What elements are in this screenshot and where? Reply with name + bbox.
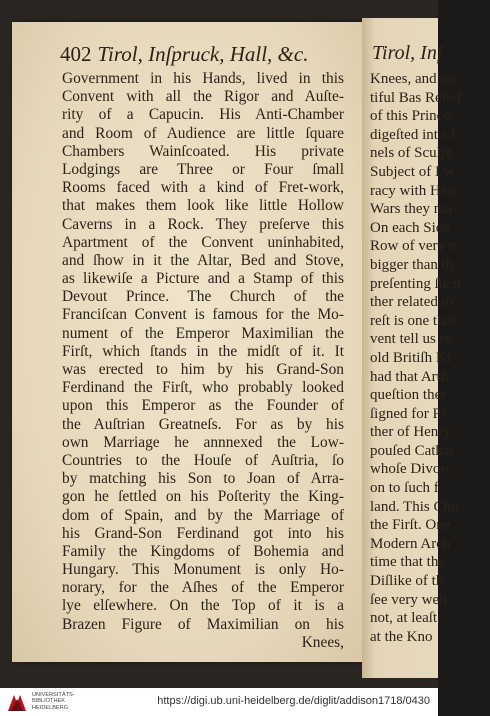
text-line: digeſted into T [370, 126, 459, 143]
text-line: at the Kno [370, 628, 433, 645]
text-line: ſee very well [370, 591, 448, 608]
text-line: Ferdinand the Firſt, who probably looked [62, 379, 344, 397]
running-head [60, 42, 360, 68]
text-line: as likewiſe a Picture and a Stamp of this [62, 270, 344, 288]
text-line: own Marriage he annnexed the Low- [62, 433, 344, 451]
running-head-title: Tirol, Inſpruck, Hall, &c. [97, 42, 309, 66]
text-line: land. This Chu [370, 498, 459, 515]
text-line: ſigned for Pr [370, 405, 446, 422]
text-line: tiful Bas Relief [370, 89, 462, 106]
text-line: gon he ſettled on his Poſterity the King- [62, 488, 344, 506]
body-text [62, 70, 344, 652]
text-line: vent tell us re [370, 331, 452, 348]
text-line: nels of Sculpt [370, 145, 453, 162]
text-line: Countries to the Houſe of Auſtria, ſo [62, 451, 344, 469]
text-line: old Britiſh Ki [370, 349, 451, 366]
text-line: the Firſt. One [370, 517, 451, 534]
text-line: On each Side [370, 219, 450, 236]
text-line: nument of the Emperor Maximilian the [62, 324, 344, 342]
text-line: rity of a Capucin. His Anti-Chamber [62, 106, 344, 124]
text-line: Knees, [301, 633, 344, 651]
text-line: pouſed Cathar [370, 442, 455, 459]
right-running-head: Tirol, Inſ [372, 42, 443, 64]
text-line: lye elſewhere. On the Top of it is a [62, 597, 344, 615]
text-line: Row of very n [370, 238, 457, 255]
text-line: dom of Spain, and by the Marriage of [62, 506, 344, 524]
text-line: Chambers Wainſcoated. His private [62, 142, 344, 160]
text-line: whoſe Divorc [370, 461, 453, 478]
right-page [362, 18, 462, 678]
text-line: Modern Arch [370, 535, 451, 552]
text-line: Rooms faced with a kind of Fret-work, [62, 179, 344, 197]
text-line: time that the [370, 554, 445, 571]
library-logo-icon [6, 691, 28, 713]
library-name: UNIVERSITÄTS- BIBLIOTHEK HEIDELBERG [32, 692, 75, 711]
text-line: Caverns in a Rock. They preſerve this [62, 215, 344, 233]
right-body-text [370, 70, 490, 646]
text-line: Brazen Figure of Maximilian on his [62, 615, 344, 633]
page-number: 402 [60, 42, 92, 66]
left-page [12, 22, 364, 662]
text-line: on to ſuch f [370, 480, 439, 497]
text-line: upon this Emperor as the Founder of [62, 397, 344, 415]
text-line: not, at leaſt [370, 610, 438, 627]
text-line: Apartment of the Convent uninhabited, [62, 233, 344, 251]
text-line: Family the Kingdoms of Bohemia and [62, 542, 344, 560]
text-line: Firſt, which ſtands in the midſt of it. It [62, 342, 344, 360]
text-line: preſenting ſuch [370, 275, 461, 292]
text-line: Devout Prince. The Church of the [62, 288, 344, 306]
text-line: that makes them look like little Hollow [62, 197, 344, 215]
text-line: norary, for the Aſhes of the Emperor [62, 579, 344, 597]
text-line: bigger than th [370, 256, 454, 273]
text-line: Diſlike of th [370, 573, 444, 590]
text-line: and ſhow in it the Altar, Bed and Stove, [62, 251, 344, 269]
text-line: reſt is one that [370, 312, 456, 329]
page-url[interactable]: https://digi.ub.uni-heidelberg.de/diglit/addison1718/0430 [157, 695, 430, 707]
text-line: ther of Henry [370, 424, 451, 441]
text-line: and Room of Audience are little ſquare [62, 124, 344, 142]
text-line: Franciſcan Convent is famous for the Mo- [62, 306, 344, 324]
text-line: Subject of I w [370, 163, 455, 180]
text-line: his Grand-Son Ferdinand got into his [62, 524, 344, 542]
text-line: Lodgings are Three or Four ſmall [62, 160, 344, 178]
text-line: Knees, and on [370, 71, 456, 87]
text-line: the Auſtrian Greatneſs. For as by his [62, 415, 344, 433]
viewer-footer [0, 688, 438, 716]
text-line: Government in his Hands, lived in this [62, 70, 344, 87]
text-line: Wars they ma [370, 201, 453, 218]
text-line: Hungary. This Monument is only Ho- [62, 561, 344, 579]
text-line: queſtion ther [370, 387, 447, 404]
text-line: racy with Hen [370, 182, 455, 199]
text-line: Convent with all the Rigor and Auſte- [62, 88, 344, 106]
text-line: was erected to him by his Grand-Son [62, 361, 344, 378]
text-line: of this Prince. [370, 108, 454, 125]
text-line: had that Arth [370, 368, 449, 385]
text-line: by matching his Son to Joan of Arra- [62, 470, 344, 488]
text-line: ther related to [370, 294, 454, 311]
